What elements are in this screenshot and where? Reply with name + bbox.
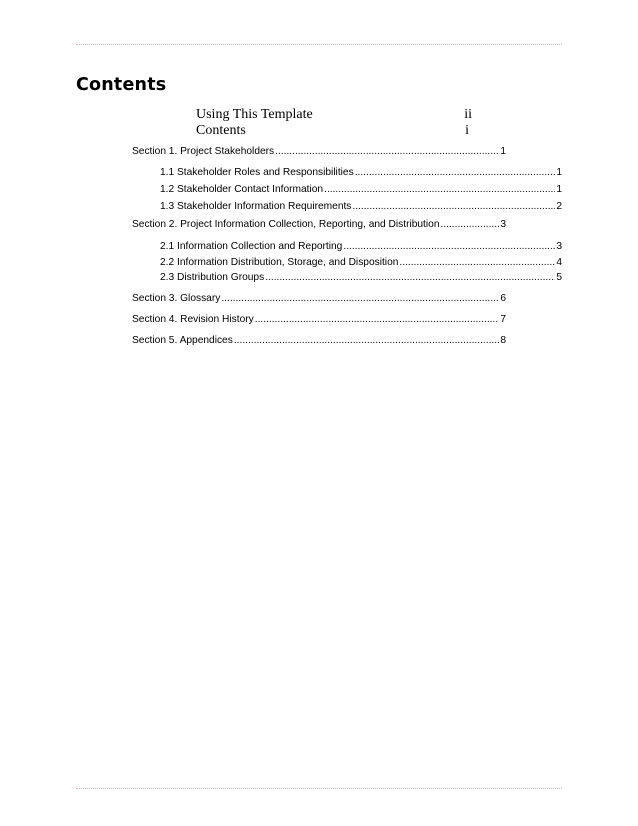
toc-entry-page: 3 — [556, 241, 562, 252]
toc-dot-leader — [234, 334, 500, 348]
front-matter-entry[interactable] — [196, 123, 472, 139]
toc-entry-page: 1 — [556, 184, 562, 195]
front-matter-page: i — [465, 123, 469, 138]
toc-entry-2-2[interactable] — [160, 256, 562, 270]
toc-dot-leader — [255, 313, 500, 327]
toc-entry-title: Section 5. Appendices — [132, 335, 233, 346]
header-rule — [76, 44, 562, 45]
toc-entry-page: 1 — [556, 167, 562, 178]
toc-dot-leader — [399, 256, 555, 270]
toc-entry-page: 8 — [500, 335, 506, 346]
toc-dot-leader — [355, 166, 556, 180]
toc-entry-section-2[interactable] — [132, 218, 506, 232]
toc-entry-title: Section 2. Project Information Collection, Reporting, and Distribution — [132, 219, 440, 230]
toc-entry-section-1[interactable] — [132, 145, 506, 159]
toc-entry-2-1[interactable] — [160, 240, 562, 254]
toc-entry-1-2[interactable] — [160, 183, 562, 197]
toc-dot-leader — [324, 183, 555, 197]
toc-entry-page: 5 — [556, 272, 562, 283]
toc-entry-page: 1 — [500, 146, 506, 157]
toc-entry-page: 3 — [500, 219, 506, 230]
toc-entry-page: 2 — [556, 201, 562, 212]
toc-entry-section-4[interactable] — [132, 313, 506, 327]
front-matter-page: ii — [464, 107, 472, 122]
toc-dot-leader — [343, 240, 555, 254]
toc-entry-title: Section 4. Revision History — [132, 314, 254, 325]
toc-entry-title: 2.2 Information Distribution, Storage, and Disposition — [160, 257, 399, 268]
front-matter-title: Contents — [196, 123, 246, 138]
footer-rule — [76, 788, 562, 789]
front-matter-entry[interactable] — [196, 107, 472, 123]
toc-entry-title: 1.1 Stakeholder Roles and Responsibilities — [160, 167, 354, 178]
toc-dot-leader — [440, 218, 499, 232]
toc-entry-title: 2.1 Information Collection and Reporting — [160, 241, 343, 252]
toc-entry-title: 1.3 Stakeholder Information Requirements — [160, 201, 352, 212]
toc-dot-leader — [352, 200, 555, 214]
toc-dot-leader — [265, 271, 555, 285]
toc-entry-page: 7 — [500, 314, 506, 325]
toc-entry-1-3[interactable] — [160, 200, 562, 214]
toc-entry-title: 1.2 Stakeholder Contact Information — [160, 184, 324, 195]
front-matter-title: Using This Template — [196, 107, 313, 122]
toc-entry-section-5[interactable] — [132, 334, 506, 348]
toc-entry-title: Section 3. Glossary — [132, 293, 221, 304]
toc-entry-page: 6 — [500, 293, 506, 304]
toc-entry-2-3[interactable] — [160, 271, 562, 285]
page-title: Contents — [76, 75, 167, 95]
toc-entry-title: Section 1. Project Stakeholders — [132, 146, 275, 157]
toc-entry-title: 2.3 Distribution Groups — [160, 272, 265, 283]
toc-entry-1-1[interactable] — [160, 166, 562, 180]
toc-entry-section-3[interactable] — [132, 292, 506, 306]
toc-dot-leader — [275, 145, 499, 159]
toc-entry-page: 4 — [556, 257, 562, 268]
toc-dot-leader — [221, 292, 499, 306]
